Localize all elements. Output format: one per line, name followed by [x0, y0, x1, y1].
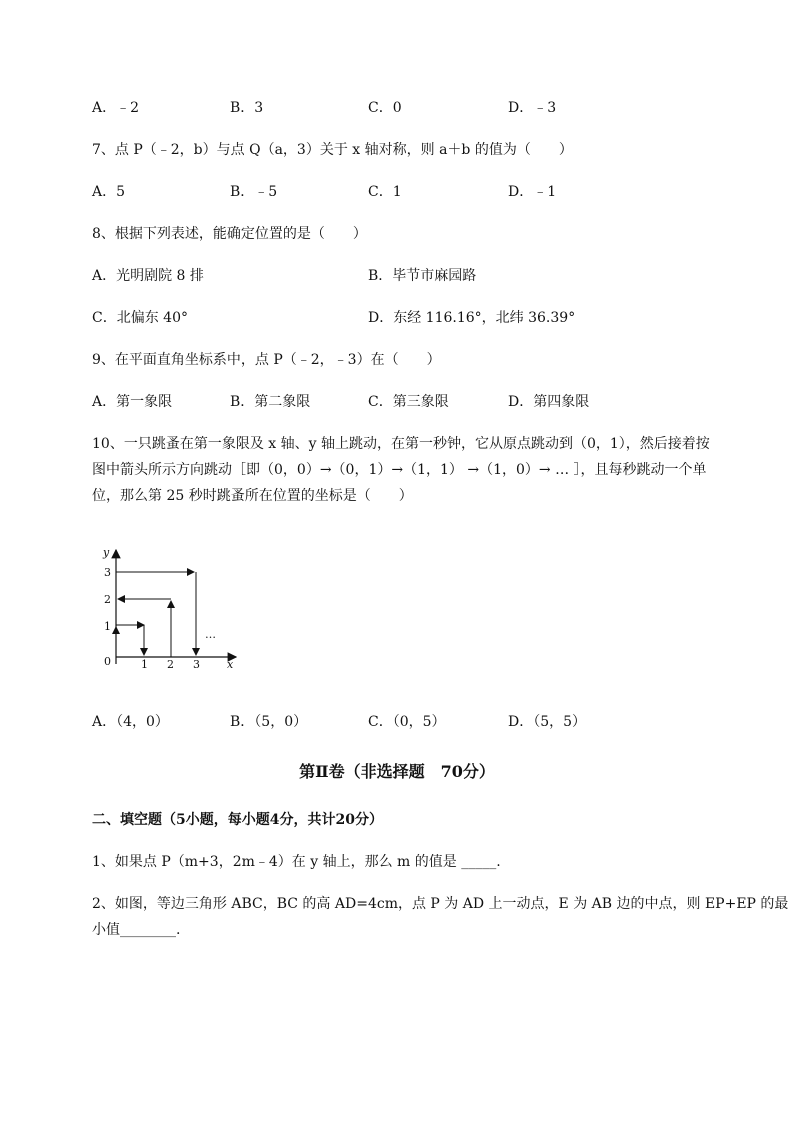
- q7-option-d: D．﹣1: [508, 184, 557, 200]
- q8-option-b: B．毕节市麻园路: [368, 268, 477, 284]
- q10-option-a: A．（4，0）: [92, 714, 169, 730]
- q6-option-b: B．3: [230, 100, 264, 116]
- q9-option-c: C．第三象限: [368, 394, 449, 410]
- q7-option-c: C．1: [368, 184, 402, 200]
- q10-option-b: B．（5，0）: [230, 714, 308, 730]
- y-tick-label: 1: [104, 620, 111, 633]
- fill-question-1: 1、如果点 P（m+3，2m﹣4）在 y 轴上，那么 m 的值是 _____.: [92, 854, 501, 870]
- q6-option-d: D．﹣3: [508, 100, 557, 116]
- flea-jump-diagram: [96, 544, 246, 672]
- q7-stem: 7、点 P（﹣2，b）与点 Q（a，3）关于 x 轴对称，则 a＋b 的值为（ ）: [92, 142, 573, 158]
- part-two-title: 第Ⅱ卷（非选择题 70分）: [299, 762, 495, 781]
- q10-stem-line-3: 位，那么第 25 秒时跳蚤所在位置的坐标是（ ）: [92, 488, 413, 504]
- q8-option-a: A．光明剧院 8 排: [92, 268, 204, 284]
- x-tick-label: 1: [141, 658, 148, 671]
- q6-option-a: A．﹣2: [92, 100, 140, 116]
- q8-option-d: D．东经 116.16°，北纬 36.39°: [368, 310, 576, 326]
- q9-option-d: D．第四象限: [508, 394, 590, 410]
- q7-option-a: A．5: [92, 184, 126, 200]
- x-tick-label: 2: [167, 658, 174, 671]
- q9-option-b: B．第二象限: [230, 394, 311, 410]
- y-axis-label: y: [103, 546, 110, 559]
- q8-stem: 8、根据下列表述，能确定位置的是（ ）: [92, 226, 367, 242]
- x-axis-label: x: [227, 658, 234, 671]
- y-tick-label: 3: [104, 566, 111, 579]
- q9-stem: 9、在平面直角坐标系中，点 P（﹣2，﹣3）在（ ）: [92, 352, 441, 368]
- q6-option-c: C．0: [368, 100, 402, 116]
- q8-option-c: C．北偏东 40°: [92, 310, 188, 326]
- q7-option-b: B．﹣5: [230, 184, 278, 200]
- x-tick-label: 3: [193, 658, 200, 671]
- q10-option-d: D．（5，5）: [508, 714, 587, 730]
- origin-label: 0: [104, 655, 111, 668]
- y-tick-label: 2: [104, 593, 111, 606]
- q10-stem-line-1: 10、一只跳蚤在第一象限及 x 轴、y 轴上跳动，在第一秒钟，它从原点跳动到（0，1），然后接着按: [92, 436, 710, 452]
- q10-option-c: C．（0，5）: [368, 714, 446, 730]
- section-two-title: 二、填空题（5小题，每小题4分，共计20分）: [92, 812, 383, 828]
- fill-question-2-line-2: 小值________.: [92, 922, 181, 938]
- continuation-ellipsis: …: [205, 628, 216, 641]
- q9-option-a: A．第一象限: [92, 394, 173, 410]
- fill-question-2-line-1: 2、如图，等边三角形 ABC，BC 的高 AD=4cm，点 P 为 AD 上一动点，E 为 AB 边的中点，则 EP+EP 的最: [92, 896, 789, 912]
- q10-stem-line-2: 图中箭头所示方向跳动［即（0，0）→（0，1）→（1，1） →（1，0）→ … ］，且每秒跳动一个单: [92, 462, 707, 478]
